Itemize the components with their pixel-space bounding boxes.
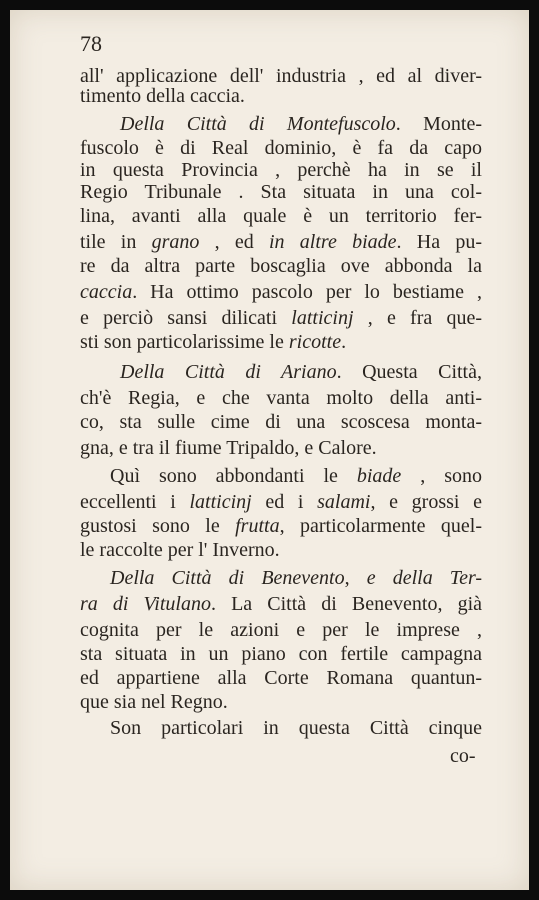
italic-text: grano	[151, 231, 200, 253]
text-segment: Son particolari in questa Città cinque	[110, 717, 482, 739]
text-line	[80, 138, 482, 158]
italic-text: caccia	[80, 281, 133, 303]
italic-text: biade	[356, 465, 402, 487]
text-line	[110, 568, 482, 588]
text-line	[80, 182, 482, 202]
text-line	[80, 540, 280, 560]
text-segment: fuscolo è di Real dominio, è fa da capo	[80, 137, 482, 159]
text-line	[80, 206, 482, 226]
text-segment: . Ha pu-	[396, 231, 482, 253]
text-segment: , particolarmente quel-	[279, 515, 482, 537]
text-segment: ed i	[251, 491, 318, 513]
text-line	[80, 412, 482, 432]
text-line	[80, 232, 482, 252]
text-segment: Regio Tribunale . Sta situata in una col-	[80, 181, 482, 203]
italic-text: salami	[317, 491, 371, 513]
text-segment: sta situata in un piano con fertile campagna	[80, 643, 482, 665]
italic-text: e della Ter-	[366, 567, 483, 589]
text-line	[80, 66, 482, 86]
text-segment: ed appartiene alla Corte Romana quantun-	[80, 667, 482, 689]
text-line	[80, 86, 245, 106]
text-line	[80, 256, 482, 276]
text-line	[80, 516, 482, 536]
text-segment: ,	[344, 567, 367, 589]
text-segment: all' applicazione dell' industria , ed al diver-	[80, 65, 482, 87]
text-segment: timento della caccia.	[80, 85, 245, 107]
italic-text: in altre biade	[269, 231, 397, 253]
text-line	[110, 466, 482, 486]
text-line	[80, 594, 482, 614]
italic-text: Della Città di Ariano	[120, 361, 337, 383]
text-line	[80, 332, 346, 352]
text-line	[80, 692, 228, 712]
italic-text: Della Città di Benevento	[110, 567, 345, 589]
text-segment: lina, avanti alla quale è un territorio fer-	[80, 205, 482, 227]
italic-text: ra di Vitulano	[80, 593, 211, 615]
text-segment: in questa Provincia , perchè ha in se il	[80, 159, 482, 181]
text-segment: , ed	[199, 231, 269, 253]
text-segment: . Monte-	[395, 113, 482, 135]
text-segment: gustosi sono le	[80, 515, 236, 537]
text-segment: co, sta sulle cime di una scoscesa monta-	[80, 411, 482, 433]
text-segment: que sia nel Regno.	[80, 691, 228, 713]
text-segment: . Questa Città,	[336, 361, 482, 383]
text-line	[110, 718, 482, 738]
text-segment: . La Città di Benevento, già	[210, 593, 483, 615]
text-segment: ch'è Regia, e che vanta molto della anti-	[80, 387, 482, 409]
text-line	[80, 644, 482, 664]
page-number: 78	[80, 31, 102, 56]
text-segment: re da altra parte boscaglia ove abbonda la	[80, 255, 482, 277]
text-segment: gna, e tra il fiume Tripaldo, e Calore.	[80, 437, 377, 459]
text-segment: eccellenti i	[80, 491, 190, 513]
text-segment: sti son particolarissime le	[80, 331, 289, 353]
text-line	[80, 388, 482, 408]
text-line	[80, 438, 377, 458]
page-text	[10, 10, 529, 890]
text-segment: Quì sono abbondanti le	[110, 465, 357, 487]
italic-text: ricotte	[288, 331, 342, 353]
text-line	[80, 492, 482, 512]
text-segment: , sono	[401, 465, 482, 487]
text-line	[120, 114, 482, 134]
text-line	[80, 668, 482, 688]
text-line	[80, 620, 482, 640]
italic-text: latticinj	[291, 307, 354, 329]
book-page	[10, 10, 529, 890]
text-segment: , e fra que-	[353, 307, 482, 329]
catchword: co-	[450, 745, 476, 767]
italic-text: frutta	[235, 515, 280, 537]
text-segment: e perciò sansi dilicati	[80, 307, 292, 329]
italic-text: Della Città di Montefuscolo	[120, 113, 396, 135]
text-line	[80, 308, 482, 328]
text-segment: tile in	[80, 231, 152, 253]
italic-text: latticinj	[189, 491, 252, 513]
text-segment: le raccolte per l' Inverno.	[80, 539, 280, 561]
text-segment: cognita per le azioni e per le imprese ,	[80, 619, 482, 641]
text-line	[120, 362, 482, 382]
text-segment: .	[341, 331, 347, 353]
text-segment: . Ha ottimo pascolo per lo bestiame ,	[132, 281, 482, 303]
text-line	[80, 160, 482, 180]
text-line	[80, 282, 482, 302]
text-segment: , e grossi e	[370, 491, 483, 513]
